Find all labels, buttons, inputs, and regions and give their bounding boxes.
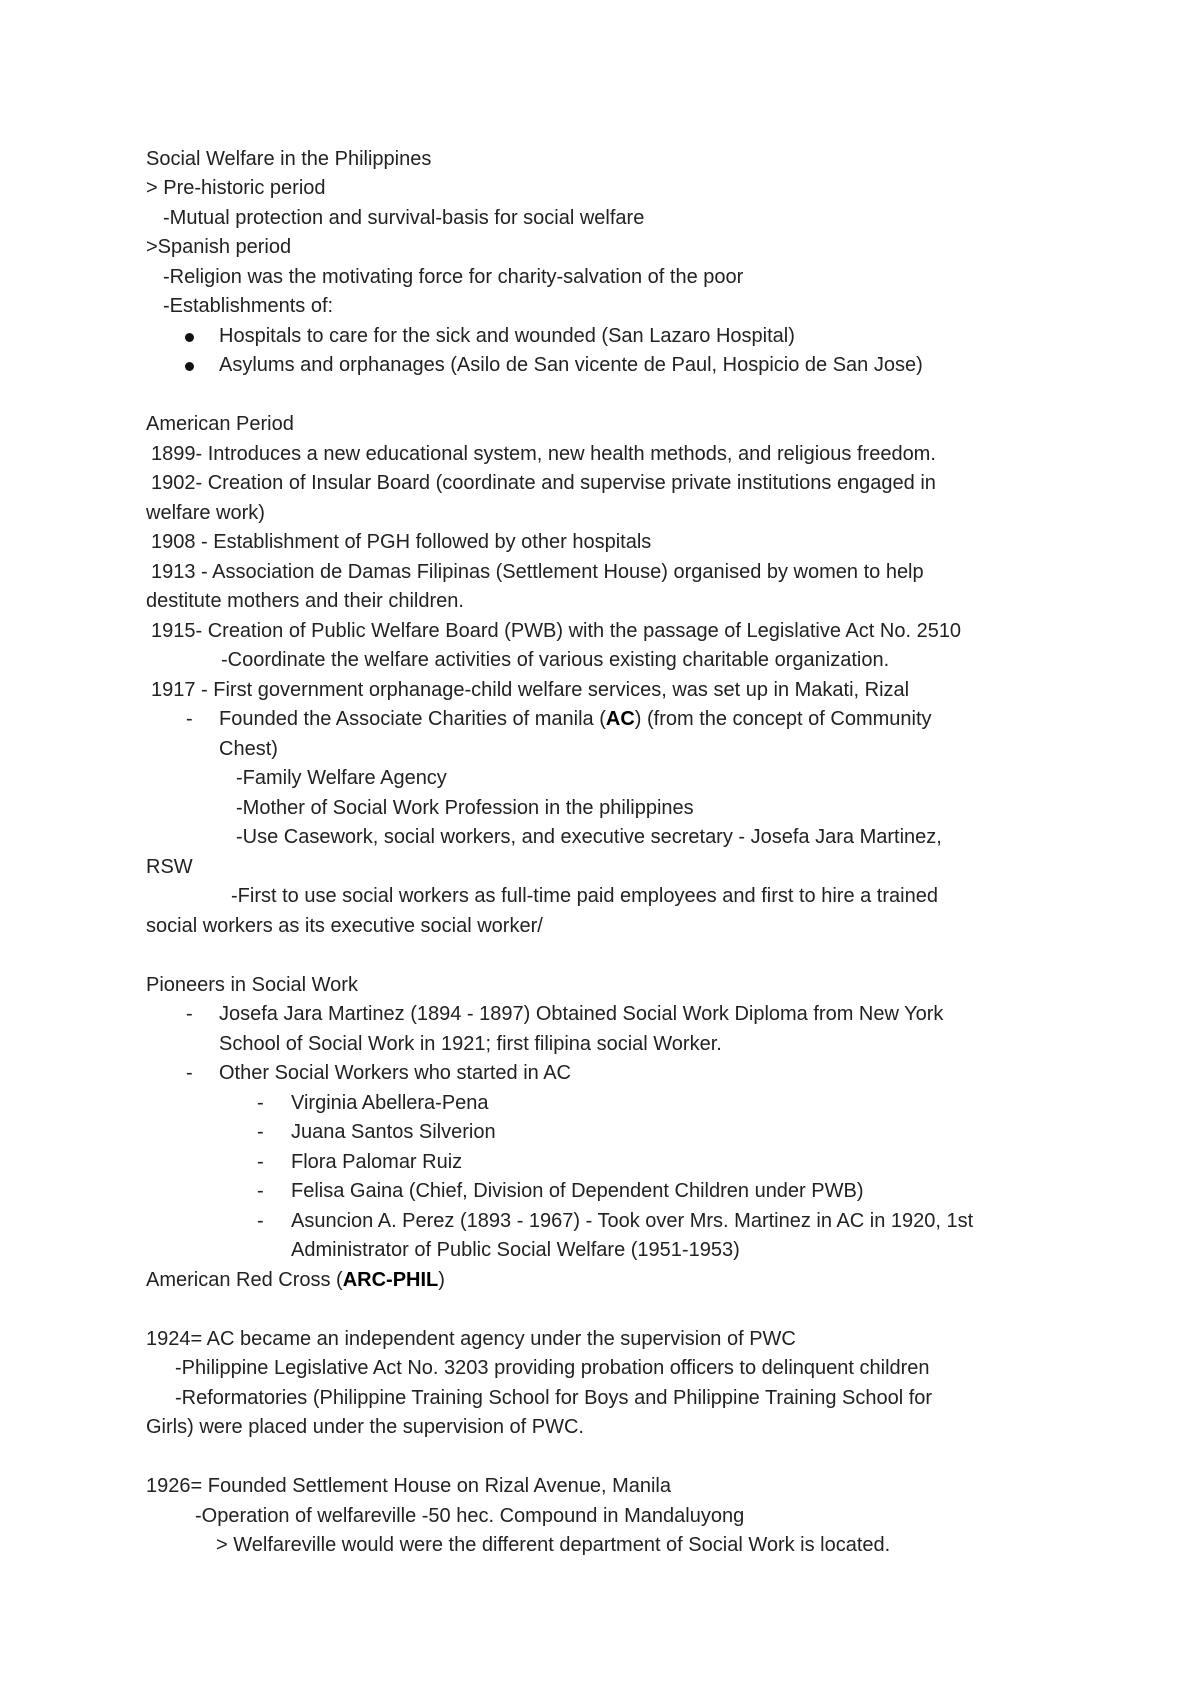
pioneer-2: Other Social Workers who started in AC	[219, 1062, 571, 1084]
pioneer-1: Josefa Jara Martinez (1894 - 1897) Obtained Social Work Diploma from New York	[219, 1003, 944, 1025]
document-title: Social Welfare in the Philippines	[146, 148, 432, 170]
american-1917: 1917 - First government orphanage-child welfare services, was set up in Makati, Rizal	[151, 679, 910, 701]
associate-charities-line	[219, 707, 932, 731]
red-cross-line	[146, 1268, 445, 1292]
ac-sub-2: -Mother of Social Work Profession in the philippines	[236, 797, 694, 819]
ac-sub-4-cont: social workers as its executive social worker/	[146, 915, 543, 937]
ac-text-a: Founded the Associate Charities of manila (	[219, 708, 606, 730]
prehistoric-heading: > Pre-historic period	[146, 177, 326, 199]
ac-bold: AC	[605, 708, 635, 730]
american-1915-sub: -Coordinate the welfare activities of various existing charitable organization.	[221, 649, 890, 671]
spanish-line-1: -Religion was the motivating force for charity-salvation of the poor	[163, 266, 744, 288]
spanish-heading: >Spanish period	[146, 236, 292, 258]
dash-marker: -	[257, 1180, 264, 1202]
year-1924-sub-2: -Reformatories (Philippine Training School for Boys and Philippine Training School for	[175, 1387, 933, 1409]
year-1924-sub-2-cont: Girls) were placed under the supervision of PWC.	[146, 1416, 584, 1438]
red-cross-text-a: American Red Cross (	[146, 1269, 343, 1291]
year-1926-sub-1: -Operation of welfareville -50 hec. Compound in Mandaluyong	[195, 1505, 745, 1527]
red-cross-text-b: )	[438, 1269, 445, 1291]
dash-marker: -	[257, 1092, 264, 1114]
ac-sub-4: -First to use social workers as full-time paid employees and first to hire a trained	[231, 885, 938, 907]
spanish-line-2: -Establishments of:	[163, 295, 334, 317]
ac-text-b: ) (from the concept of Community	[634, 708, 932, 730]
american-heading: American Period	[146, 413, 294, 435]
american-1913-cont: destitute mothers and their children.	[146, 590, 464, 612]
ac-sub-1: -Family Welfare Agency	[236, 767, 447, 789]
american-1913: 1913 - Association de Damas Filipinas (Settlement House) organised by women to help	[151, 561, 924, 583]
american-1908: 1908 - Establishment of PGH followed by other hospitals	[151, 531, 652, 553]
social-worker-name: Juana Santos Silverion	[291, 1121, 496, 1143]
dash-marker: -	[257, 1151, 264, 1173]
year-1924-sub-1: -Philippine Legislative Act No. 3203 providing probation officers to delinquent children	[175, 1357, 930, 1379]
dash-marker: -	[186, 1003, 193, 1025]
year-1926-sub-2: > Welfareville would were the different department of Social Work is located.	[216, 1534, 891, 1556]
red-cross-bold: ARC-PHIL	[342, 1269, 439, 1291]
dash-marker: -	[186, 708, 193, 730]
pioneer-1-cont: School of Social Work in 1921; first filipina social Worker.	[219, 1033, 722, 1055]
bullet-item: Hospitals to care for the sick and wounded (San Lazaro Hospital)	[219, 325, 795, 347]
year-1924: 1924= AC became an independent agency under the supervision of PWC	[146, 1328, 796, 1350]
pioneers-heading: Pioneers in Social Work	[146, 974, 358, 996]
social-worker-name: Virginia Abellera-Pena	[291, 1092, 489, 1114]
american-1902: 1902- Creation of Insular Board (coordinate and supervise private institutions engaged in	[151, 472, 936, 494]
american-1902-cont: welfare work)	[146, 502, 265, 524]
prehistoric-line: -Mutual protection and survival-basis for social welfare	[163, 207, 645, 229]
dash-marker: -	[257, 1210, 264, 1232]
bullet-item: Asylums and orphanages (Asilo de San vicente de Paul, Hospicio de San Jose)	[219, 354, 923, 376]
ac-sub-3-cont: RSW	[146, 856, 193, 878]
social-worker-name: Asuncion A. Perez (1893 - 1967) - Took over Mrs. Martinez in AC in 1920, 1st	[291, 1210, 974, 1232]
year-1926: 1926= Founded Settlement House on Rizal Avenue, Manila	[146, 1475, 671, 1497]
social-worker-name-cont: Administrator of Public Social Welfare (1951-1953)	[291, 1239, 740, 1261]
dash-marker: -	[186, 1062, 193, 1084]
social-worker-name: Felisa Gaina (Chief, Division of Dependent Children under PWB)	[291, 1180, 864, 1202]
bullet-icon	[185, 333, 194, 342]
american-1899: 1899- Introduces a new educational system, new health methods, and religious freedom.	[151, 443, 936, 465]
social-worker-name: Flora Palomar Ruiz	[291, 1151, 463, 1173]
ac-sub-3: -Use Casework, social workers, and executive secretary - Josefa Jara Martinez,	[236, 826, 942, 848]
dash-marker: -	[257, 1121, 264, 1143]
bullet-icon	[185, 362, 194, 371]
associate-charities-cont: Chest)	[219, 738, 278, 760]
american-1915: 1915- Creation of Public Welfare Board (PWB) with the passage of Legislative Act No. 2510	[151, 620, 962, 642]
